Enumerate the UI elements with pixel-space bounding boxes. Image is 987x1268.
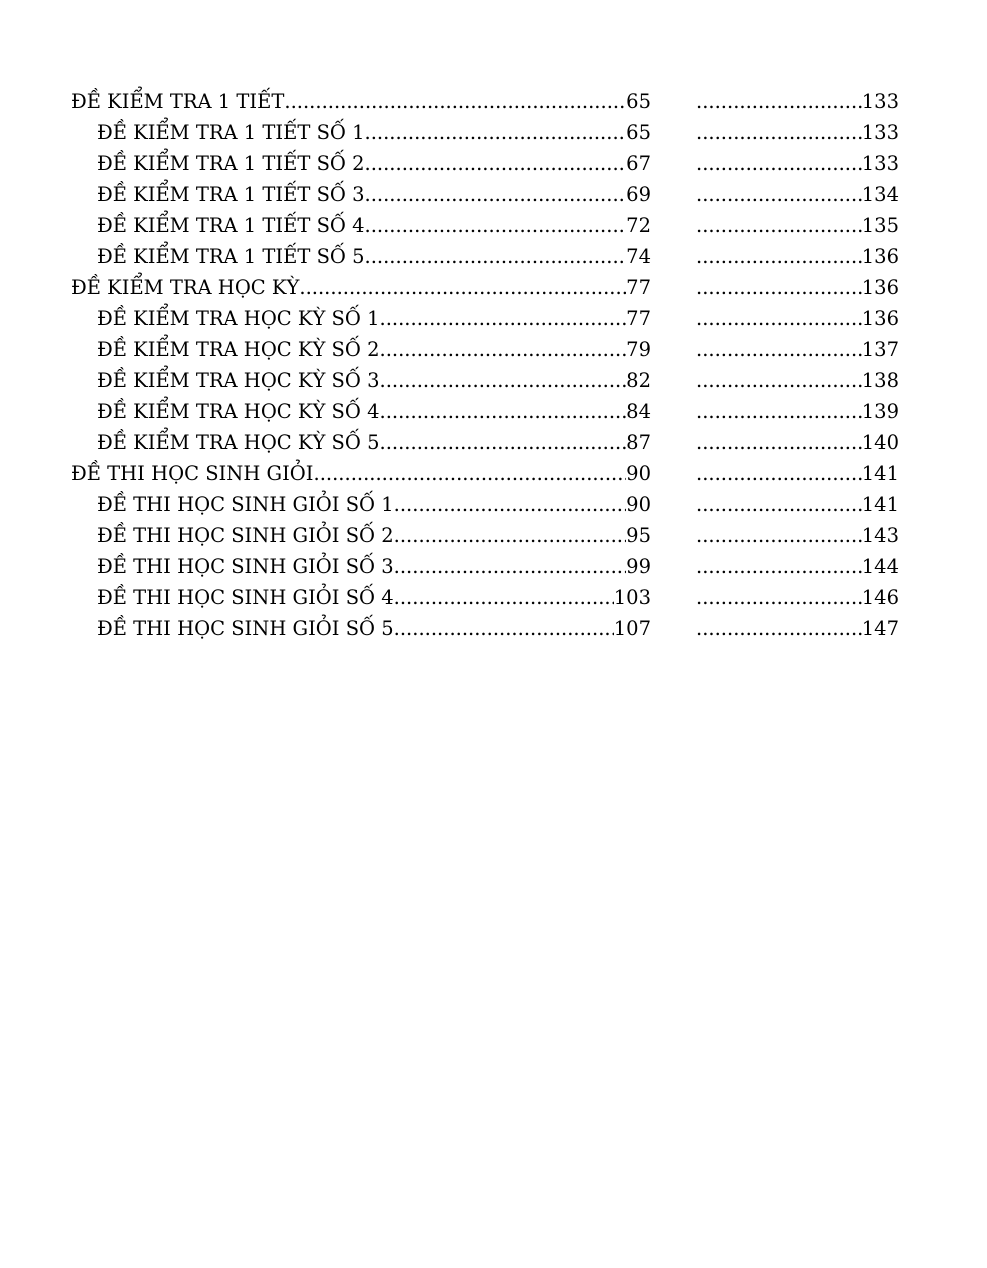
toc-entry-title: ĐỀ KIỂM TRA HỌC KỲ SỐ 1 xyxy=(97,307,380,330)
toc-entry-main[interactable] xyxy=(97,551,651,582)
toc-entry[interactable] xyxy=(0,365,987,396)
toc-entry-answer-page-number: 134 xyxy=(861,183,899,206)
toc-entry-title: ĐỀ THI HỌC SINH GIỎI xyxy=(71,462,314,485)
toc-entry-main[interactable] xyxy=(97,179,651,210)
toc-entry-answer-page-number: 133 xyxy=(861,121,899,144)
toc-entry[interactable] xyxy=(0,582,987,613)
toc-entry-title: ĐỀ KIỂM TRA HỌC KỲ SỐ 4 xyxy=(97,400,380,423)
dot-leader xyxy=(696,148,862,179)
toc-entry[interactable] xyxy=(0,148,987,179)
toc-entry-main[interactable] xyxy=(97,303,651,334)
toc-entry-answer-page-number: 141 xyxy=(861,462,899,485)
toc-entry-title: ĐỀ KIỂM TRA HỌC KỲ xyxy=(71,276,300,299)
dot-leader xyxy=(314,458,627,489)
toc-entry[interactable] xyxy=(0,210,987,241)
toc-entry-title: ĐỀ THI HỌC SINH GIỎI SỐ 5 xyxy=(97,617,394,640)
toc-entry-page-number: 99 xyxy=(626,555,651,578)
toc-entry-main[interactable] xyxy=(97,334,651,365)
toc-entry-answer-page-number: 143 xyxy=(861,524,899,547)
toc-entry-page-number: 82 xyxy=(626,369,651,392)
toc-entry-main[interactable] xyxy=(97,582,651,613)
table-of-contents xyxy=(0,86,987,644)
toc-entry[interactable] xyxy=(0,179,987,210)
toc-entry[interactable] xyxy=(0,272,987,303)
toc-entry[interactable] xyxy=(0,520,987,551)
dot-leader xyxy=(284,86,626,117)
toc-entry-answer-page-number: 146 xyxy=(861,586,899,609)
toc-entry[interactable] xyxy=(0,613,987,644)
toc-entry-answer-page-number: 147 xyxy=(861,617,899,640)
toc-entry[interactable] xyxy=(0,396,987,427)
toc-entry[interactable] xyxy=(0,458,987,489)
toc-entry-answer-page-number: 139 xyxy=(861,400,899,423)
toc-entry-answer[interactable] xyxy=(696,148,899,179)
toc-entry-page-number: 67 xyxy=(626,152,651,175)
toc-entry-page-number: 84 xyxy=(626,400,651,423)
toc-entry-title: ĐỀ KIỂM TRA 1 TIẾT SỐ 1 xyxy=(97,121,365,144)
toc-entry-page-number: 79 xyxy=(626,338,651,361)
toc-entry-main[interactable] xyxy=(97,489,651,520)
toc-entry-main[interactable] xyxy=(97,241,651,272)
toc-entry-answer[interactable] xyxy=(696,427,899,458)
dot-leader xyxy=(696,334,862,365)
toc-entry-title: ĐỀ THI HỌC SINH GIỎI SỐ 4 xyxy=(97,586,394,609)
toc-entry-answer[interactable] xyxy=(696,489,899,520)
toc-entry-answer[interactable] xyxy=(696,272,899,303)
toc-entry-title: ĐỀ KIỂM TRA HỌC KỲ SỐ 3 xyxy=(97,369,380,392)
dot-leader xyxy=(365,241,627,272)
toc-entry-page-number: 65 xyxy=(626,121,651,144)
dot-leader xyxy=(380,396,627,427)
toc-entry-answer[interactable] xyxy=(696,334,899,365)
dot-leader xyxy=(696,365,862,396)
toc-entry[interactable] xyxy=(0,241,987,272)
toc-entry-answer[interactable] xyxy=(696,365,899,396)
toc-entry-page-number: 103 xyxy=(613,586,651,609)
dot-leader xyxy=(365,210,627,241)
dot-leader xyxy=(365,117,627,148)
toc-entry-answer[interactable] xyxy=(696,86,899,117)
toc-entry-main[interactable] xyxy=(97,613,651,644)
toc-entry-page-number: 90 xyxy=(626,462,651,485)
toc-entry-title: ĐỀ KIỂM TRA 1 TIẾT xyxy=(71,90,285,113)
toc-entry[interactable] xyxy=(0,489,987,520)
toc-entry-main[interactable] xyxy=(71,458,651,489)
toc-entry-answer-page-number: 141 xyxy=(861,493,899,516)
toc-entry-answer-page-number: 140 xyxy=(861,431,899,454)
dot-leader xyxy=(696,458,862,489)
dot-leader xyxy=(394,613,614,644)
dot-leader xyxy=(380,427,627,458)
toc-entry-main[interactable] xyxy=(97,148,651,179)
toc-entry-main[interactable] xyxy=(97,427,651,458)
dot-leader xyxy=(696,613,862,644)
toc-entry-answer[interactable] xyxy=(696,613,899,644)
toc-entry-main[interactable] xyxy=(97,210,651,241)
toc-entry[interactable] xyxy=(0,117,987,148)
toc-entry-answer-page-number: 136 xyxy=(861,245,899,268)
dot-leader xyxy=(696,117,862,148)
toc-entry-answer-page-number: 133 xyxy=(861,152,899,175)
dot-leader xyxy=(394,489,627,520)
toc-entry-title: ĐỀ KIỂM TRA 1 TIẾT SỐ 4 xyxy=(97,214,365,237)
dot-leader xyxy=(365,148,627,179)
toc-entry[interactable] xyxy=(0,334,987,365)
dot-leader xyxy=(394,582,614,613)
dot-leader xyxy=(299,272,626,303)
toc-entry-answer-page-number: 133 xyxy=(861,90,899,113)
toc-entry-answer[interactable] xyxy=(696,458,899,489)
dot-leader xyxy=(696,520,862,551)
toc-entry[interactable] xyxy=(0,303,987,334)
toc-entry-title: ĐỀ KIỂM TRA HỌC KỲ SỐ 2 xyxy=(97,338,380,361)
toc-entry-answer[interactable] xyxy=(696,117,899,148)
toc-entry-answer[interactable] xyxy=(696,396,899,427)
dot-leader xyxy=(696,179,862,210)
toc-entry-title: ĐỀ KIỂM TRA 1 TIẾT SỐ 3 xyxy=(97,183,365,206)
toc-entry-answer-page-number: 136 xyxy=(861,276,899,299)
dot-leader xyxy=(380,303,627,334)
toc-entry-answer[interactable] xyxy=(696,582,899,613)
toc-entry-page-number: 74 xyxy=(626,245,651,268)
toc-entry[interactable] xyxy=(0,86,987,117)
dot-leader xyxy=(365,179,627,210)
toc-entry-title: ĐỀ THI HỌC SINH GIỎI SỐ 2 xyxy=(97,524,394,547)
toc-entry-answer[interactable] xyxy=(696,303,899,334)
toc-entry-main[interactable] xyxy=(71,272,651,303)
dot-leader xyxy=(696,272,862,303)
toc-entry-title: ĐỀ THI HỌC SINH GIỎI SỐ 1 xyxy=(97,493,394,516)
toc-entry-page-number: 77 xyxy=(626,276,651,299)
toc-entry-answer-page-number: 138 xyxy=(861,369,899,392)
toc-entry-page-number: 69 xyxy=(626,183,651,206)
toc-entry-answer-page-number: 144 xyxy=(861,555,899,578)
toc-entry-answer[interactable] xyxy=(696,520,899,551)
toc-entry-answer[interactable] xyxy=(696,210,899,241)
toc-entry-answer-page-number: 136 xyxy=(861,307,899,330)
dot-leader xyxy=(394,551,627,582)
dot-leader xyxy=(696,489,862,520)
dot-leader xyxy=(696,427,862,458)
toc-entry[interactable] xyxy=(0,427,987,458)
dot-leader xyxy=(696,86,862,117)
toc-entry-answer-page-number: 137 xyxy=(861,338,899,361)
toc-entry-page-number: 87 xyxy=(626,431,651,454)
toc-entry-title: ĐỀ KIỂM TRA HỌC KỲ SỐ 5 xyxy=(97,431,380,454)
toc-entry-page-number: 65 xyxy=(626,90,651,113)
toc-entry[interactable] xyxy=(0,551,987,582)
toc-entry-page-number: 77 xyxy=(626,307,651,330)
toc-entry-page-number: 95 xyxy=(626,524,651,547)
toc-entry-page-number: 90 xyxy=(626,493,651,516)
dot-leader xyxy=(696,396,862,427)
toc-entry-main[interactable] xyxy=(97,365,651,396)
toc-entry-title: ĐỀ THI HỌC SINH GIỎI SỐ 3 xyxy=(97,555,394,578)
toc-entry-main[interactable] xyxy=(97,520,651,551)
toc-entry-title: ĐỀ KIỂM TRA 1 TIẾT SỐ 5 xyxy=(97,245,365,268)
toc-entry-page-number: 72 xyxy=(626,214,651,237)
dot-leader xyxy=(380,334,627,365)
toc-entry-answer[interactable] xyxy=(696,179,899,210)
dot-leader xyxy=(380,365,627,396)
toc-entry-answer[interactable] xyxy=(696,241,899,272)
dot-leader xyxy=(696,582,862,613)
dot-leader xyxy=(696,210,862,241)
dot-leader xyxy=(696,551,862,582)
dot-leader xyxy=(696,241,862,272)
toc-entry-main[interactable] xyxy=(71,86,651,117)
dot-leader xyxy=(394,520,627,551)
toc-entry-title: ĐỀ KIỂM TRA 1 TIẾT SỐ 2 xyxy=(97,152,365,175)
dot-leader xyxy=(696,303,862,334)
toc-entry-answer[interactable] xyxy=(696,551,899,582)
toc-entry-page-number: 107 xyxy=(613,617,651,640)
toc-entry-main[interactable] xyxy=(97,117,651,148)
toc-entry-main[interactable] xyxy=(97,396,651,427)
toc-entry-answer-page-number: 135 xyxy=(861,214,899,237)
